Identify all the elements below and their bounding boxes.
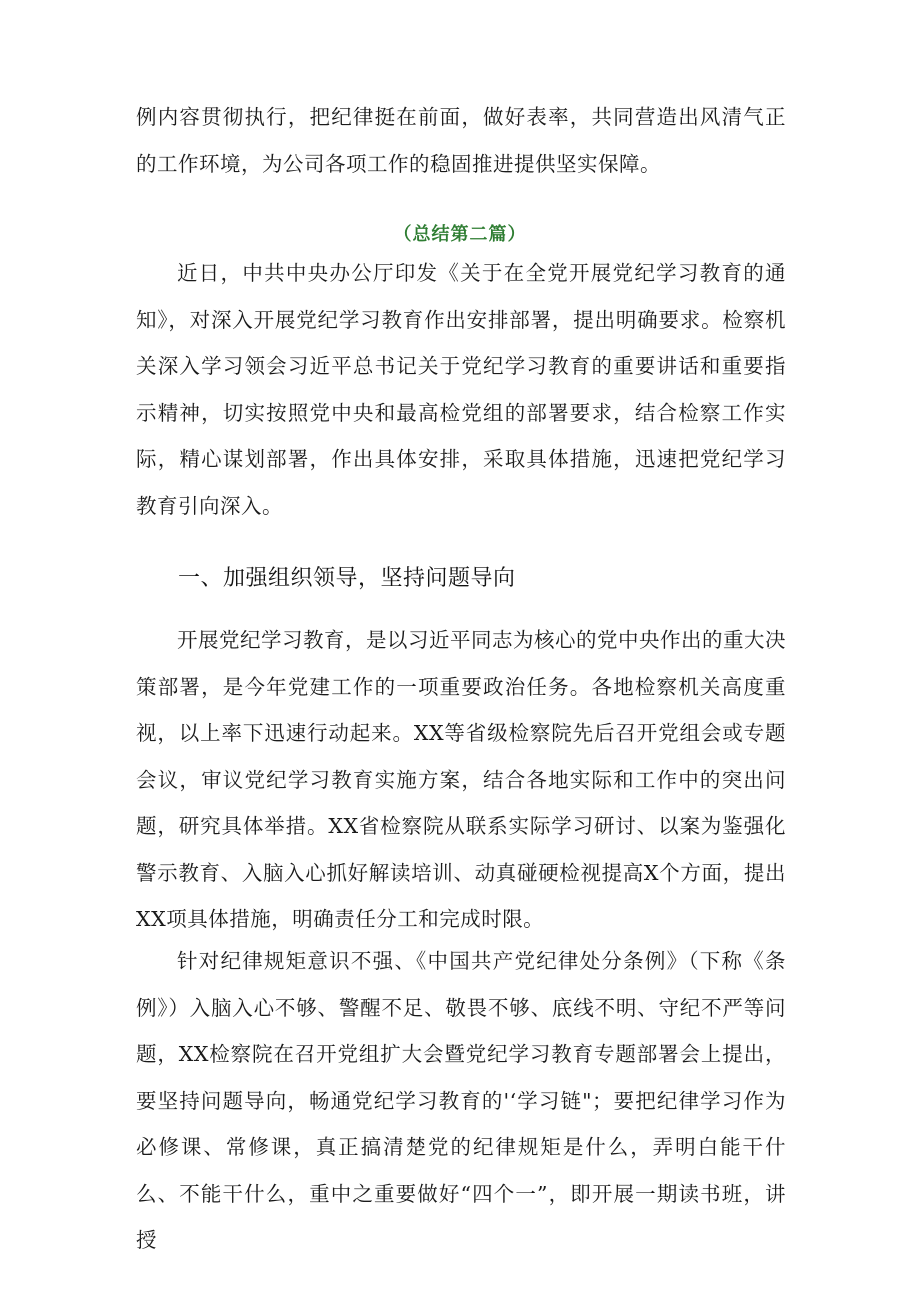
body-paragraph-1: 近日，中共中央办公厅印发《关于在全党开展党纪学习教育的通知》，对深入开展党纪学习教育作出安排部署，提出明确要求。检察机关深入学习领会习近平总书记关于党纪学习教育的重要讲话和重要指示精神，切实按照党中央和最高检党组的部署要求，结合检察工作实际，精心谋划部署，作出具体安排，采取具体措施，迅速把党纪学习教育引向深入。 [136,261,786,518]
body-paragraph-2: 开展党纪学习教育，是以习近平同志为核心的党中央作出的重大决策部署，是今年党建工作的一项重要政治任务。各地检察机关高度重视，以上率下迅速行动起来。XX等省级检察院先后召开党组会或专题会议，审议党纪学习教育实施方案，结合各地实际和工作中的突出问题，研究具体举措。XX省检察院从联系实际学习研讨、以案为鉴强化警示教育、入脑入心抓好解读培训、动真碰硬检视提高X个方面，提出XX项具体措施，明确责任分工和完成时限。 [136,628,786,931]
section-title: （总结第二篇） [393,224,527,245]
body-paragraph-3: 针对纪律规矩意识不强、《中国共产党纪律处分条例》（下称《条例》）入脑入心不够、警醒不足、敬畏不够、底线不明、守纪不严等问题，XX检察院在召开党组扩大会暨党纪学习教育专题部署会上提出，要坚持问题导向，畅通党纪学习教育的'‘学习链"；要把纪律学习作为必修课、常修课，真正搞清楚党的纪律规矩是什么，弄明白能干什么、不能干什么，重中之重要做好“四个一”，即开展一期读书班，讲授 [136,949,786,1252]
intro-paragraph: 例内容贯彻执行，把纪律挺在前面，做好表率，共同营造出风清气正的工作环境，为公司各项工作的稳固推进提供坚实保障。 [136,105,786,176]
section-heading-1: 一、加强组织领导，坚持问题导向 [178,566,516,591]
